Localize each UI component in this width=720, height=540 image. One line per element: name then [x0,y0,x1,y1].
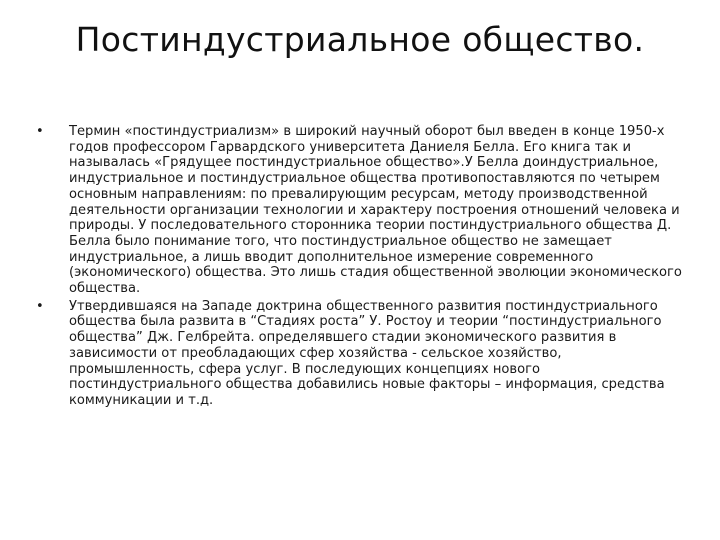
bullet-item [36,124,686,297]
bullet-text: Термин «постиндустриализм» в широкий научный оборот был введен в конце 1950-х годов профессором Гарвардского университета Даниеля Белла. Его книга так и называлась «Грядущее постиндустриальное общество».У Белла доиндустриальное, индустриальное и постиндустриальное общества противопоставляются по четырем основным направлениям: по превалирующим ресурсам, методу производственной деятельности организации технологии и характеру построения отношений человека и природы. У последовательного сторонника теории постиндустриального общества Д. Белла было понимание того, что постиндустриальное общество не замещает индустриальное, а лишь вводит дополнительное измерение современного (экономического) общества. Это лишь стадия общественной эволюции экономического общества. [69,124,682,297]
bullet-item [36,299,686,409]
bullet-icon: • [36,124,44,139]
bullet-icon: • [36,298,44,314]
bullet-text: Утвердившаяся на Западе доктрина общественного развития постиндустриального общества была развита в “Стадиях роста” У. Ростоу и теории “постиндустриального общества” Дж. Гелбрейта. определявшего стадии экономического развития в зависимости от преобладающих сфер хозяйства - сельское хозяйство, промышленность, сфера услуг. В последующих концепциях нового постиндустриального общества добавились новые факторы – информация, средства коммуникации и т.д. [69,298,665,408]
slide-title: Постиндустриальное общество. [75,20,645,59]
bullet-list [36,124,686,411]
